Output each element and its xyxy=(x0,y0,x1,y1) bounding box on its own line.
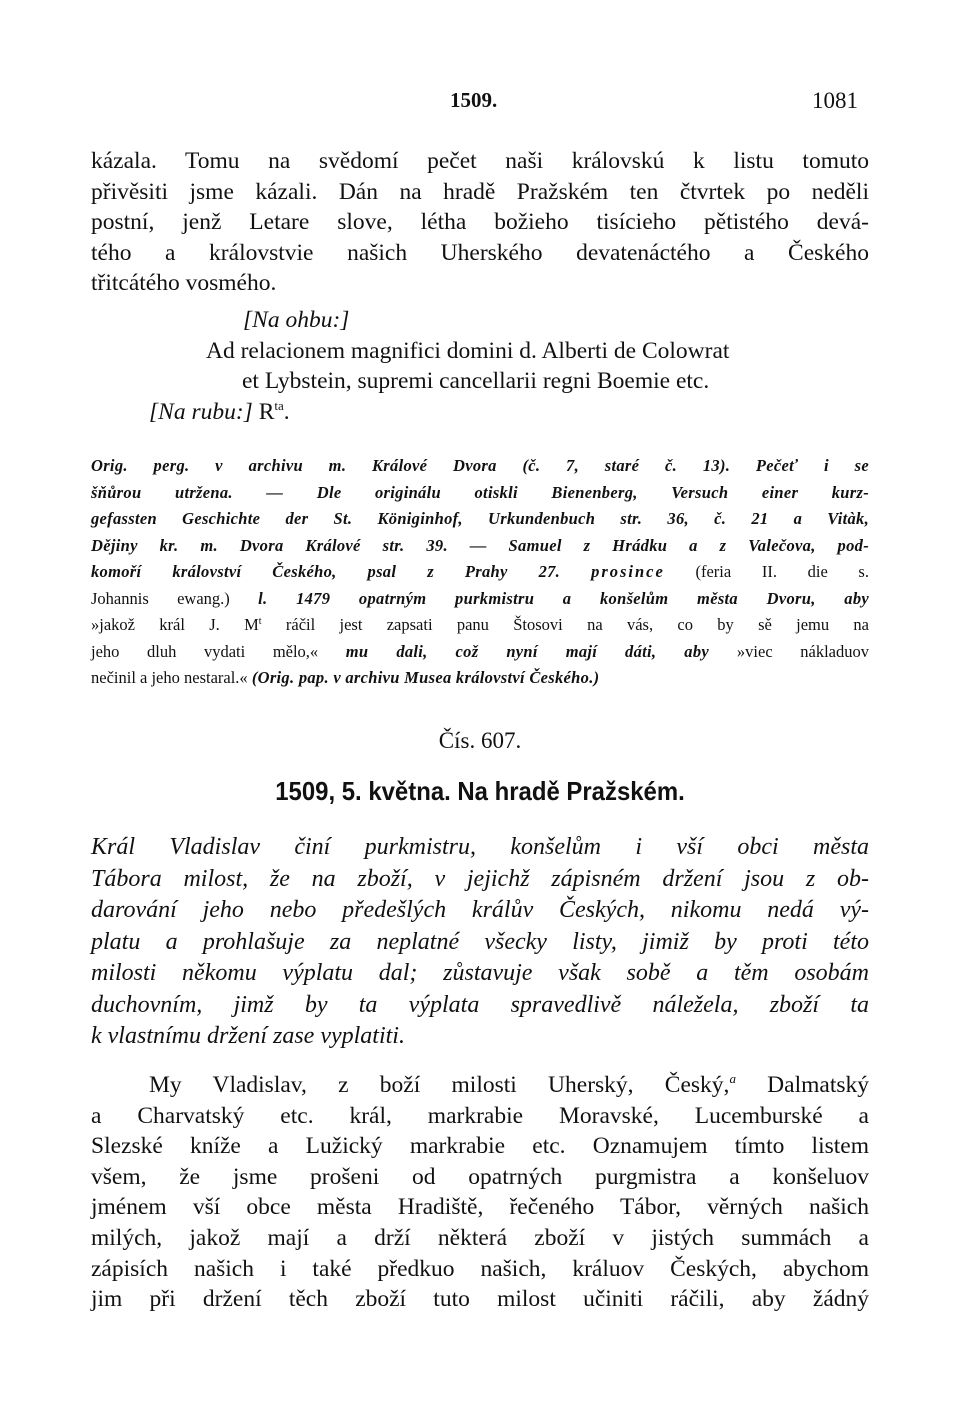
footnote-line: šňůrou utržena. — Dle originálu otiskli Bienenberg, Versuch einer kurz- xyxy=(91,482,869,502)
footnote-line xyxy=(91,612,869,639)
charter-line: Slezské kníže a Lužický markrabie etc. Oznamujem tímto listem xyxy=(91,1133,869,1160)
footnote-line: Orig. perg. v archivu m. Králové Dvora (č. 7, staré č. 13). Pečeť i se xyxy=(91,456,869,475)
charter-line: všem, že jsme prošeni od opatrných purgmistra a konšeluov xyxy=(91,1163,869,1190)
footnote-block xyxy=(91,453,869,692)
text-line: kázala. Tomu na svědomí pečet naši královskú k listu tomuto xyxy=(91,148,869,174)
summary-line: darování jeho nebo předešlých králův Českých, nikomu nedá vý- xyxy=(91,897,869,923)
running-header-year: 1509. xyxy=(450,88,498,112)
footnote-roman: ráčil jest zapsati panu Štosovi na vás, co by sě jemu na xyxy=(261,615,870,634)
endorsement-rubu-sup: ta xyxy=(274,397,284,413)
charter-line: jménem vší obce města Hradiště, řečeného Tábor, věrných našich xyxy=(91,1194,869,1221)
footnote-line xyxy=(91,559,869,586)
footnote-roman: jeho dluh vydati mělo,« xyxy=(91,641,346,661)
summary-line: milosti někomu výplatu dal; zůstavuje však sobě a těm osobám xyxy=(91,960,869,986)
footnote-roman: »viec nákladuov xyxy=(736,641,869,661)
summary-line: duchovním, jimž by ta výplata spravedlivě náležela, zboží ta xyxy=(91,991,869,1018)
footnote-roman: nečinil a jeho nestaral.« xyxy=(91,668,252,687)
charter-variant-mark: a xyxy=(729,1071,736,1086)
charter-line xyxy=(91,1070,869,1101)
endorsement-line: Ad relacionem magnifici domini d. Alberti de Colowrat xyxy=(206,337,730,364)
text-line: přivěsiti jsme kázali. Dán na hradě Pražském ten čtvrtek po neděli xyxy=(91,178,869,205)
document-date-place: 1509, 5. května. Na hradě Pražském. xyxy=(275,776,685,806)
footnote-spaced: prosince xyxy=(591,562,665,581)
footnote-roman: »jakož král J. M xyxy=(91,615,259,634)
footnote-roman: Johannis ewang.) xyxy=(91,588,259,608)
endorsement-ohbu-label: [Na ohbu:] xyxy=(243,307,350,333)
document-number: Čís. 607. xyxy=(438,728,522,753)
footnote-italic: komoří království Českého, psal z Prahy 27. xyxy=(91,562,592,581)
footnote-italic: l. 1479 opatrným purkmistru a konšelům města Dvoru, aby xyxy=(258,588,869,608)
charter-line: jim při držení těch zboží tuto milost učiniti ráčili, aby žádný xyxy=(91,1286,869,1313)
summary-line: Král Vladislav činí purkmistru, konšelům i vší obci města xyxy=(91,834,869,860)
endorsement-rubu xyxy=(91,397,869,428)
page-number: 1081 xyxy=(812,88,858,113)
footnote-line: gefassten Geschichte der St. Königinhof, Urkundenbuch str. 36, č. 21 a Vitàk, xyxy=(91,509,869,528)
regest-summary xyxy=(91,832,869,1053)
endorsement-block xyxy=(91,305,869,427)
footnote-line xyxy=(91,665,869,692)
text-line: tého a královstvie našich Uherského devatenáctého a Českého xyxy=(91,239,869,266)
charter-text-run: Dalmatský xyxy=(735,1072,869,1098)
endorsement-rubu-label: [Na rubu:] xyxy=(149,398,253,425)
summary-line: k vlastnímu držení zase vyplatiti. xyxy=(91,1023,405,1049)
charter-text-run: My Vladislav, z boží milosti Uherský, Český, xyxy=(149,1072,730,1098)
footnote-roman: (feria II. die s. xyxy=(664,562,869,581)
footnote-line: Dějiny kr. m. Dvora Králové str. 39. — Samuel z Hrádku a z Valečova, pod- xyxy=(91,535,869,555)
charter-text xyxy=(91,1070,869,1315)
charter-line: milých, jakož mají a drží některá zboží v jistých summách a xyxy=(91,1224,869,1251)
footnote-line xyxy=(91,586,869,613)
endorsement-rubu-end: . xyxy=(283,398,290,425)
endorsement-line: et Lybstein, supremi cancellarii regni Boemie etc. xyxy=(242,368,710,394)
text-line: postní, jenž Letare slove, létha božieho tisícieho pětistého devá- xyxy=(91,209,869,235)
charter-line: zápisích našich i také předkuo našich, králuov Českých, abychom xyxy=(91,1255,869,1282)
footnote-italic: mu dali, což nyní mají dáti, aby xyxy=(345,641,737,661)
document-text-continuation xyxy=(91,146,869,299)
summary-line: platu a prohlašuje za neplatné všecky listy, jimiž by proti této xyxy=(91,928,869,955)
endorsement-rubu-text: R xyxy=(258,398,275,425)
summary-line: Tábora milost, že na zboží, v jejichž zápisném držení jsou z ob- xyxy=(91,865,869,892)
text-line: třitcátého vosmého. xyxy=(91,270,277,296)
charter-line: a Charvatský etc. král, markrabie Moravské, Lucemburské a xyxy=(91,1102,869,1129)
footnote-sup: t xyxy=(258,616,262,627)
footnote-italic: (Orig. pap. v archivu Musea království Českého.) xyxy=(251,668,600,687)
footnote-line xyxy=(91,639,869,666)
